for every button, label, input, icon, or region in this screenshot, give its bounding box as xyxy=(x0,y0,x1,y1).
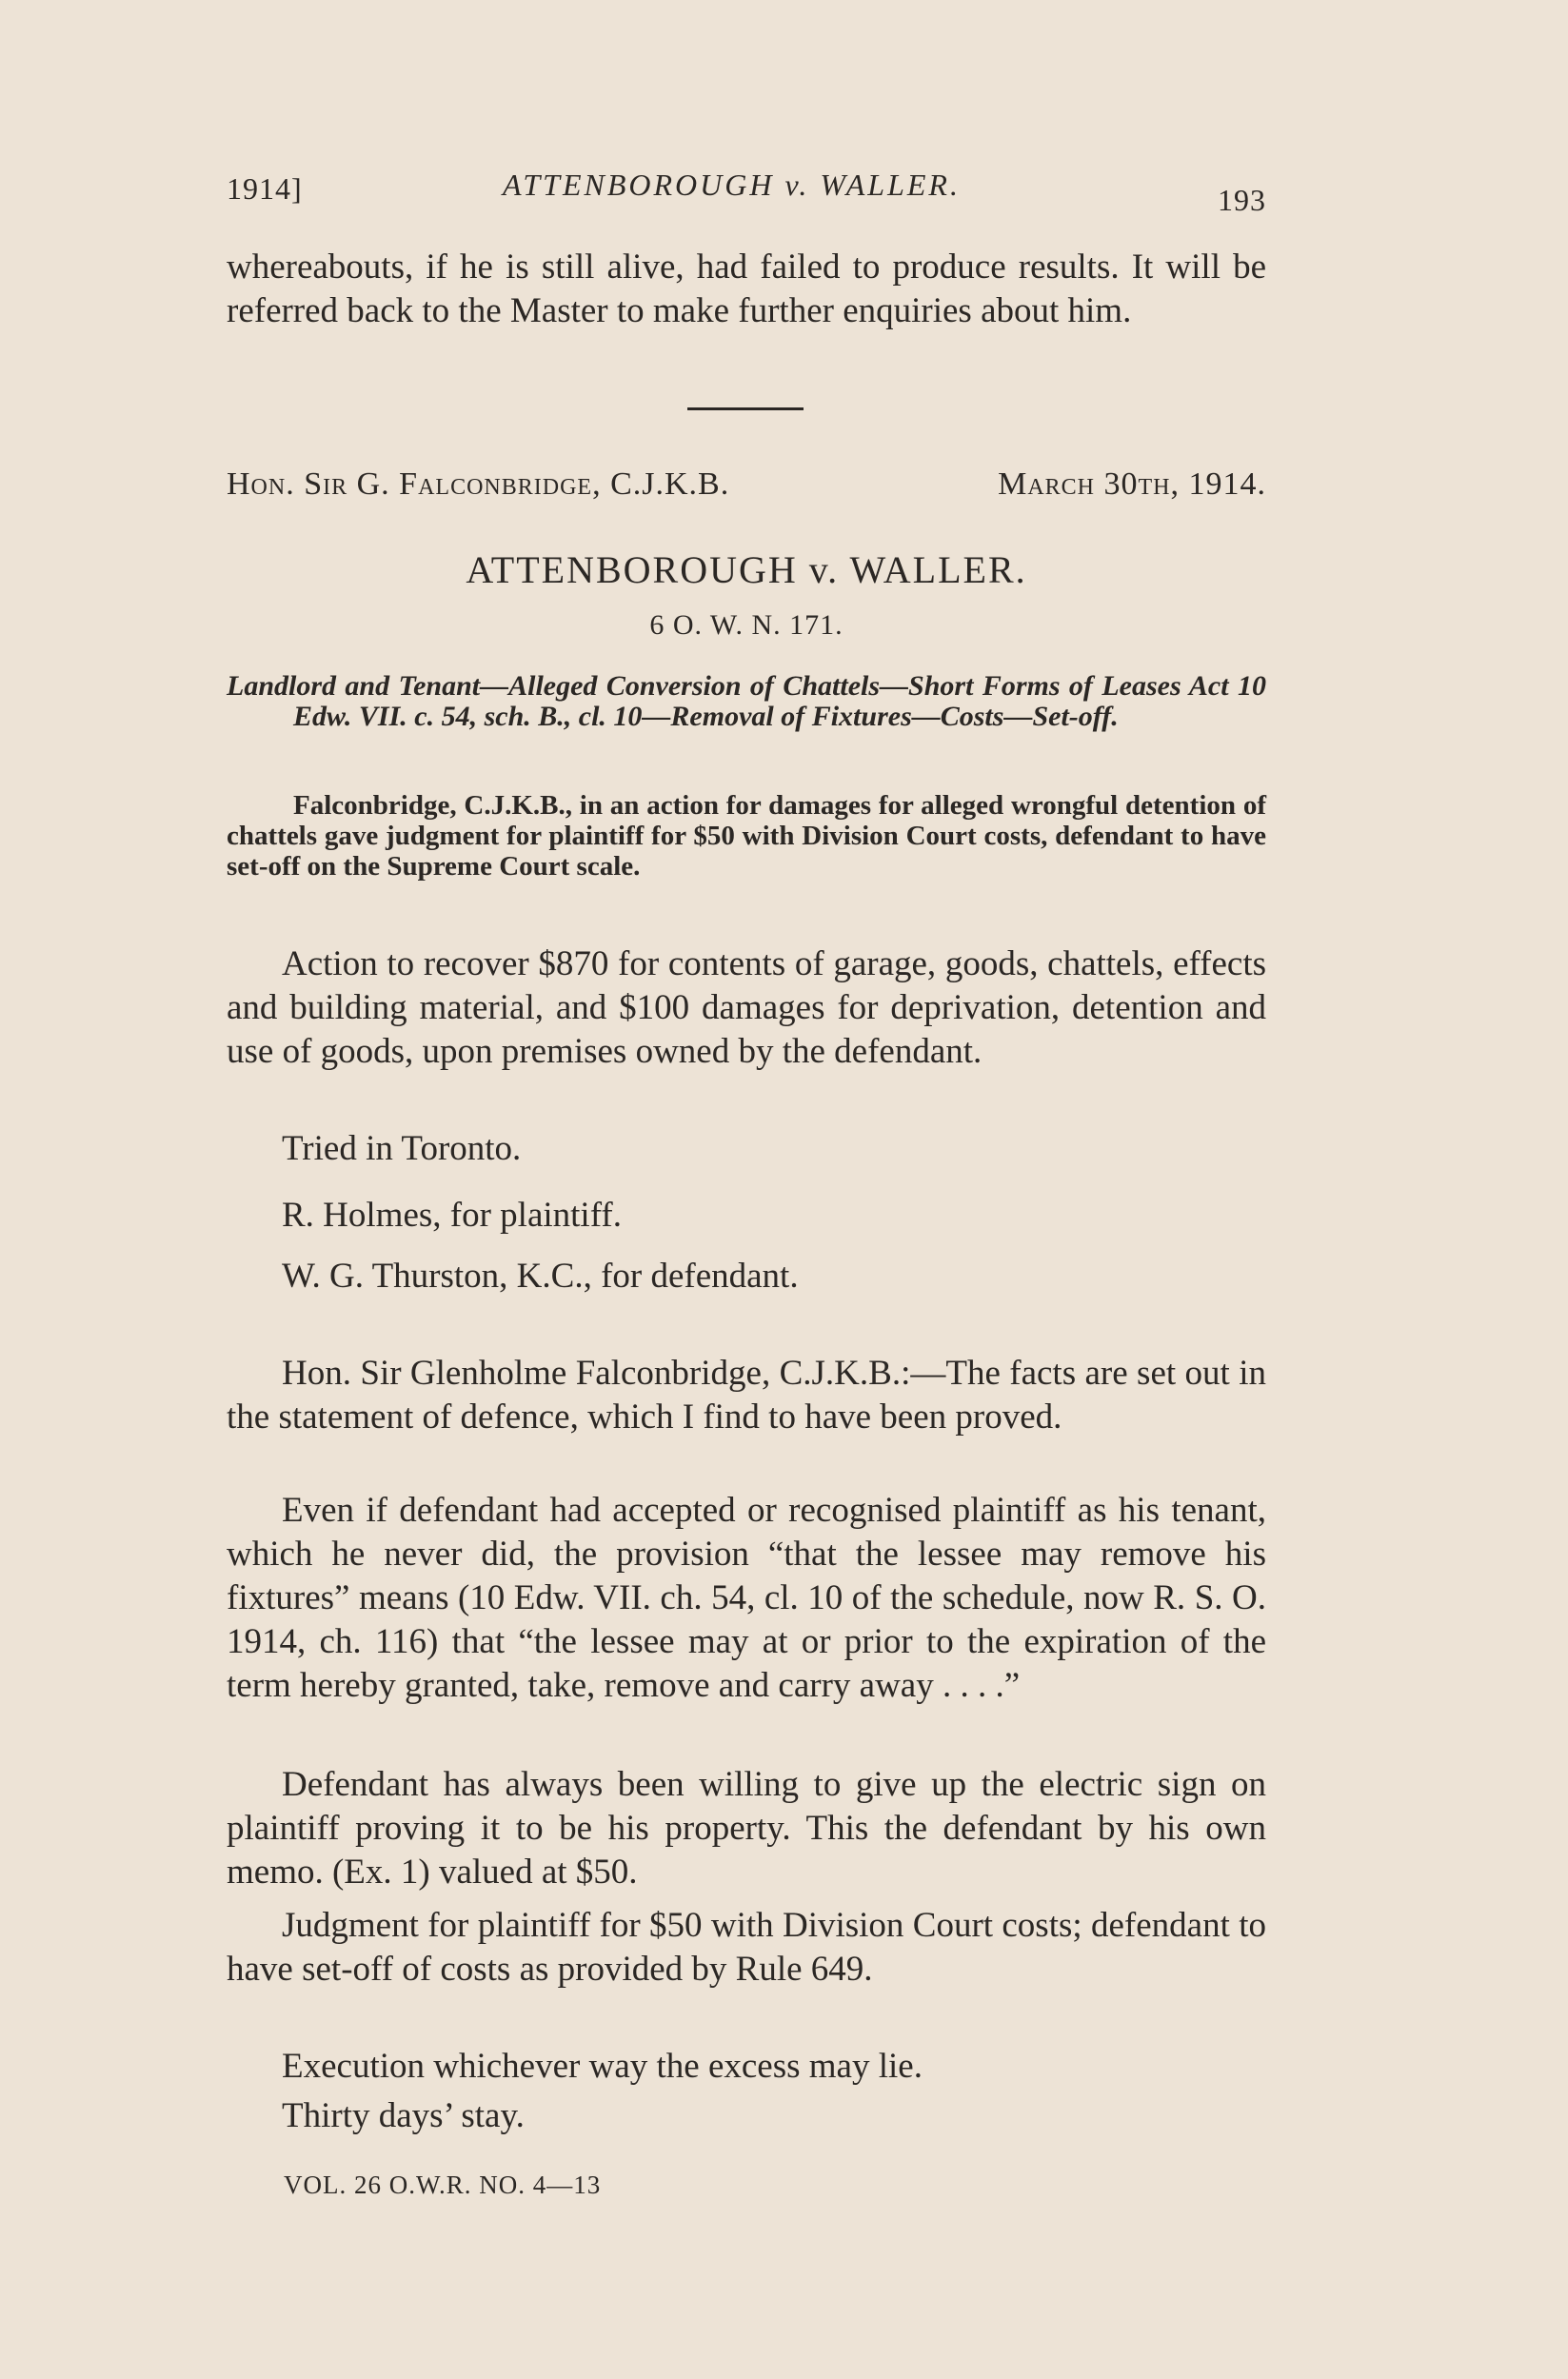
counsel-plaintiff-block xyxy=(227,1194,1266,1238)
fixtures-block xyxy=(227,1489,1266,1708)
signature-footer: VOL. 26 O.W.R. NO. 4—13 xyxy=(284,2171,602,2199)
tried-location: Tried in Toronto. xyxy=(282,1129,522,1168)
execution-block xyxy=(227,2045,1266,2089)
page-number: 193 xyxy=(1218,183,1266,217)
case-title: ATTENBOROUGH v. WALLER. xyxy=(466,548,1027,591)
running-head xyxy=(227,162,1266,219)
tried-block xyxy=(227,1127,1266,1171)
case-citation: 6 O. W. N. 171. xyxy=(649,609,844,641)
case-summary xyxy=(227,790,1266,882)
judgment-intro: Hon. Sir Glenholme Falconbridge, C.J.K.B.:—The facts are set out in the statement of defence, which I find to have been proved. xyxy=(227,1354,1266,1437)
judgment-block xyxy=(227,1904,1266,1992)
section-divider xyxy=(687,407,804,410)
electric-sign-paragraph: Defendant has always been willing to give up the electric sign on plaintiff proving it to be his property. This the defendant by his own memo. (Ex. 1) valued at $50. xyxy=(227,1765,1266,1892)
judge-name: Hon. Sir G. Falconbridge, C.J.K.B. xyxy=(227,466,730,502)
counsel-plaintiff: R. Holmes, for plaintiff. xyxy=(282,1196,622,1235)
fixtures-paragraph: Even if defendant had accepted or recognised plaintiff as his tenant, which he never did, the provision “that the lessee may remove his fixtures” means (10 Edw. VII. ch. 54, cl. 10 of the schedule, now R. S. O. 1914, ch. 116) that “the lessee may at or prior to the expiration of the term hereby granted, take, remove and carry away . . . .” xyxy=(227,1491,1266,1705)
running-head-year: 1914] xyxy=(227,171,303,206)
counsel-defendant-block xyxy=(227,1255,1266,1299)
running-head-title: ATTENBOROUGH v. WALLER. xyxy=(503,168,961,202)
counsel-defendant: W. G. Thurston, K.C., for defendant. xyxy=(282,1257,799,1296)
stay-block xyxy=(227,2094,1266,2138)
headnote xyxy=(227,671,1266,732)
action-block xyxy=(227,942,1266,1074)
headnote-text: Landlord and Tenant—Alleged Conversion of Chattels—Short Forms of Leases Act 10 Edw. VII. c. 54, sch. B., cl. 10—Removal of Fixtures—Costs—Set-off. xyxy=(227,670,1266,732)
judgment-intro-block xyxy=(227,1352,1266,1439)
execution-paragraph: Execution whichever way the excess may lie. xyxy=(282,2047,923,2086)
decision-date: March 30th, 1914. xyxy=(998,466,1266,502)
opening-paragraph-block xyxy=(227,246,1266,333)
action-paragraph: Action to recover $870 for contents of garage, goods, chattels, effects and building material, and $100 damages for deprivation, detention and use of goods, upon premises owned by the defendant. xyxy=(227,944,1266,1071)
case-summary-text: Falconbridge, C.J.K.B., in an action for damages for alleged wrongful detention of chattels gave judgment for plaintiff for $50 with Division Court costs, defendant to have set-off on the Supreme Court scale. xyxy=(227,790,1266,882)
opening-paragraph: whereabouts, if he is still alive, had failed to produce results. It will be referred back to the Master to make further enquiries about him. xyxy=(227,248,1266,330)
stay-paragraph: Thirty days’ stay. xyxy=(282,2096,525,2135)
judgment-paragraph: Judgment for plaintiff for $50 with Division Court costs; defendant to have set-off of costs as provided by Rule 649. xyxy=(227,1906,1266,1989)
sign-block xyxy=(227,1763,1266,1894)
